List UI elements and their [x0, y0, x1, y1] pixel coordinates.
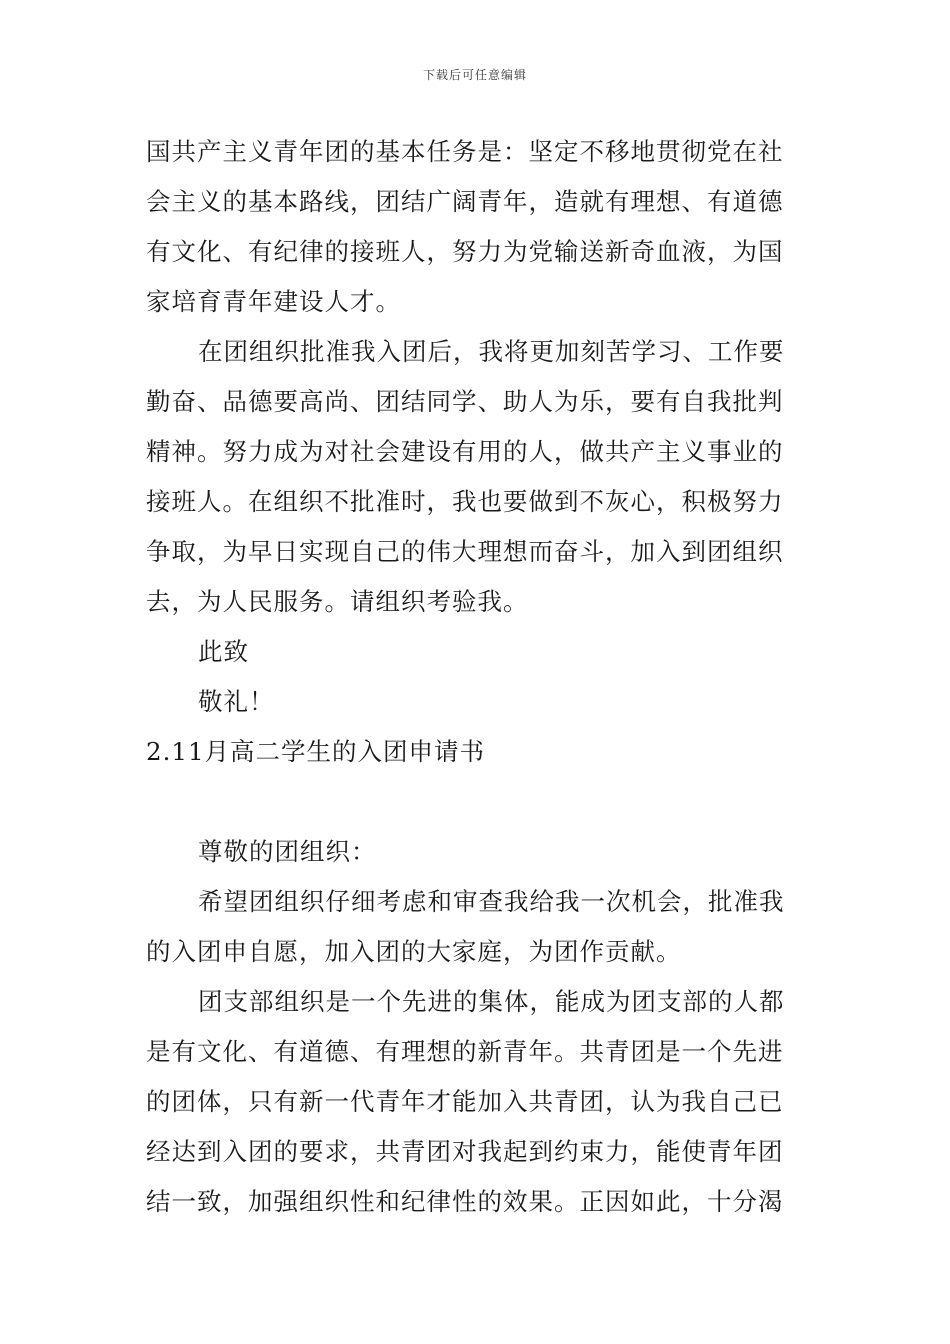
text-line: 经达到入团的要求，共青团对我起到约束力，能使青年团	[146, 1137, 784, 1166]
text-line: 的入团申自愿，加入团的大家庭，为团作贡献。	[146, 937, 682, 966]
text-line: 接班人。在组织不批准时，我也要做到不灰心，积极努力	[146, 487, 784, 516]
text-line: 团支部组织是一个先进的集体，能成为团支部的人都	[198, 987, 785, 1016]
text-line: 精神。努力成为对社会建设有用的人，做共产主义事业的	[146, 437, 784, 466]
text-line: 结一致，加强组织性和纪律性的效果。正因如此，十分渴	[146, 1187, 784, 1216]
text-line: 的团体，只有新一代青年才能加入共青团，认为我自己已	[146, 1087, 784, 1116]
text-line: 希望团组织仔细考虑和审查我给我一次机会，批准我	[198, 887, 785, 916]
text-line: 会主义的基本路线，团结广阔青年，造就有理想、有道德	[146, 187, 784, 216]
text-line: 国共产主义青年团的基本任务是：坚定不移地贯彻党在社	[146, 137, 784, 166]
text-line: 争取，为早日实现自己的伟大理想而奋斗，加入到团组织	[146, 537, 784, 566]
text-line: 家培育青年建设人才。	[146, 287, 401, 316]
document-body	[146, 127, 808, 1227]
text-line: 勤奋、品德要高尚、团结同学、助人为乐，要有自我批判	[146, 387, 784, 416]
closing-salutation: 此致	[198, 637, 249, 666]
text-line: 是有文化、有道德、有理想的新青年。共青团是一个先进	[146, 1037, 784, 1066]
page-header-note: 下载后可任意编辑	[422, 68, 527, 82]
greeting: 尊敬的团组织：	[198, 837, 377, 866]
text-line: 在团组织批准我入团后，我将更加刻苦学习、工作要	[198, 337, 785, 366]
text-line: 去，为人民服务。请组织考验我。	[146, 587, 529, 616]
section-title: 2.11月高二学生的入团申请书	[146, 737, 486, 766]
text-line: 有文化、有纪律的接班人，努力为党输送新奇血液，为国	[146, 237, 784, 266]
blank-line	[146, 777, 808, 827]
closing-regards: 敬礼！	[198, 687, 275, 716]
